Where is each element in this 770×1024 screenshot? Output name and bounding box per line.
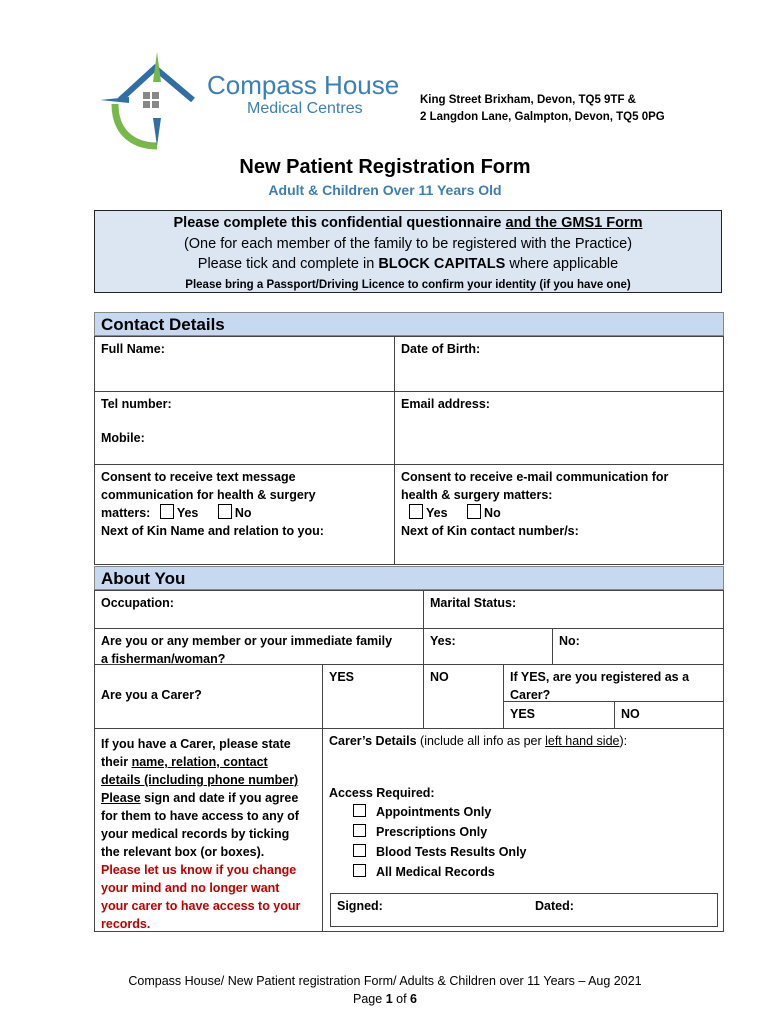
instruction-line-1: Please complete this confidential questionnaire and the GMS1 Form: [173, 215, 643, 231]
logo: [95, 42, 415, 152]
access-option-prescriptions[interactable]: Prescriptions Only: [353, 822, 717, 842]
logo-subtitle: Medical Centres: [247, 100, 363, 117]
consent-email-yes-checkbox[interactable]: [409, 504, 423, 519]
registered-carer-question: If YES, are you registered as a Carer?: [503, 664, 724, 702]
fisherman-no-field[interactable]: No:: [552, 628, 724, 665]
carer-details-label: Carer’s Details (include all info as per left hand side):: [329, 734, 628, 748]
consent-text-yes-checkbox[interactable]: [160, 504, 174, 519]
email-field[interactable]: Email address:: [394, 391, 724, 465]
phone-field[interactable]: Tel number: Mobile:: [94, 391, 395, 465]
access-option-appointments[interactable]: Appointments Only: [353, 802, 717, 822]
carer-access-instructions: If you have a Carer, please state their name, relation, contact details (including phone number) Please sign and date if you agree for them to have access to any of your medical records by ticking the relevant box (or boxes). Please let us know if you change your mind and no longer want your carer to have access to your records.: [94, 728, 323, 932]
instruction-line-4: Please bring a Passport/Driving Licence to confirm your identity (if you have one): [185, 278, 631, 291]
consent-email-cell: Consent to receive e-mail communication for health & surgery matters: Yes No Next of Kin contact number/s:: [394, 464, 724, 565]
consent-text-no-checkbox[interactable]: [218, 504, 232, 519]
instruction-line-2: (One for each member of the family to be registered with the Practice): [183, 235, 633, 252]
occupation-field[interactable]: Occupation:: [94, 590, 424, 629]
dated-label: Dated:: [535, 899, 574, 913]
next-of-kin-contact-label: Next of Kin contact number/s:: [401, 524, 579, 538]
full-name-field[interactable]: Full Name:: [94, 336, 395, 392]
instruction-line-3: Please tick and complete in BLOCK CAPITALS where applicable: [197, 256, 619, 272]
instructions-box: [94, 210, 722, 293]
consent-text-cell: Consent to receive text message communication for health & surgery matters: Yes No Next of Kin Name and relation to you:: [94, 464, 395, 565]
checkbox-icon[interactable]: [353, 824, 366, 837]
carer-no-field[interactable]: NO: [423, 664, 504, 729]
checkbox-icon[interactable]: [353, 864, 366, 877]
checkbox-icon[interactable]: [353, 844, 366, 857]
registered-yes-field[interactable]: YES: [503, 701, 615, 729]
consent-email-no-checkbox[interactable]: [467, 504, 481, 519]
access-option-blood-tests[interactable]: Blood Tests Results Only: [353, 842, 717, 862]
practice-address: King Street Brixham, Devon, TQ5 9TF & 2 Langdon Lane, Galmpton, Devon, TQ5 0PG: [420, 94, 665, 123]
footer-text: Compass House/ New Patient registration Form/ Adults & Children over 11 Years – Aug 2021: [128, 974, 642, 988]
mobile-label: Mobile:: [101, 431, 145, 445]
about-you-heading: About You: [94, 566, 724, 590]
dob-field[interactable]: Date of Birth:: [394, 336, 724, 392]
checkbox-icon[interactable]: [353, 804, 366, 817]
page-title: New Patient Registration Form: [239, 156, 531, 178]
carer-yes-field[interactable]: YES: [322, 664, 424, 729]
next-of-kin-name-label: Next of Kin Name and relation to you:: [101, 524, 324, 538]
access-required-label: Access Required:: [329, 786, 435, 800]
signed-field[interactable]: Signed: Dated:: [330, 893, 718, 927]
logo-name: Compass House: [207, 70, 400, 100]
fisherman-question: Are you or any member or your immediate family a fisherman/woman?: [94, 628, 424, 665]
contact-details-heading: Contact Details: [94, 312, 724, 336]
fisherman-yes-field[interactable]: Yes:: [423, 628, 553, 665]
page-number: Page 1 of 6: [353, 992, 417, 1006]
compass-logo-icon: [95, 42, 215, 152]
carer-question: Are you a Carer?: [94, 664, 323, 729]
page-subtitle: Adult & Children Over 11 Years Old: [268, 182, 502, 198]
marital-status-field[interactable]: Marital Status:: [423, 590, 724, 629]
access-option-all-records[interactable]: All Medical Records: [353, 862, 717, 882]
registered-no-field[interactable]: NO: [614, 701, 724, 729]
